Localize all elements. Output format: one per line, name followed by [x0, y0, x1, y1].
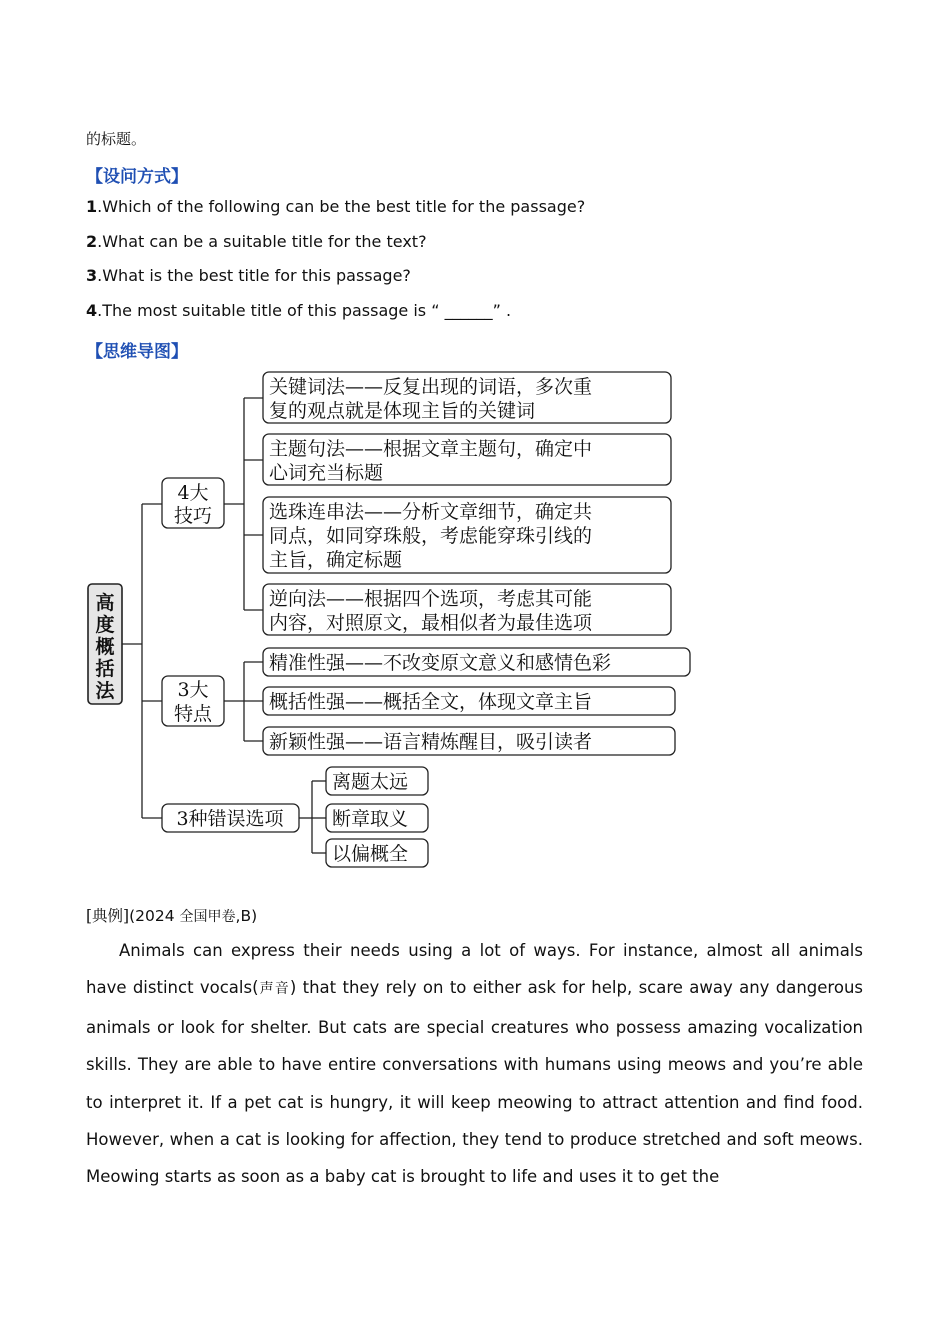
leaf-text: 关键词法——反复出现的词语，多次重	[269, 376, 593, 398]
question-text: .The most suitable title of this passage is “ ______” .	[97, 301, 512, 320]
question-4	[86, 301, 511, 320]
mindmap-branch-techniques	[162, 478, 224, 528]
leaf-text: 断章取义	[332, 808, 409, 830]
example-source-open: (2024	[129, 907, 180, 925]
leaf-text: 主题句法——根据文章主题句，确定中	[269, 438, 593, 460]
root-char: 括	[95, 658, 115, 680]
leaf-text: 选珠连串法——分析文章细节，确定共	[269, 501, 593, 523]
question-3	[86, 266, 411, 285]
example-source	[86, 904, 257, 926]
root-char: 度	[95, 614, 115, 636]
leaf-novelty	[263, 727, 675, 755]
leaf-text: 概括性强——概括全文，体现文章主旨	[269, 691, 593, 713]
root-char: 法	[95, 680, 115, 702]
example-tag: [典例]	[86, 907, 130, 925]
leaf-reverse-method	[263, 584, 671, 635]
leaf-out-of-context	[326, 804, 428, 832]
branch-label: 特点	[173, 703, 213, 725]
leaf-text: 新颖性强——语言精炼醒目，吸引读者	[269, 731, 593, 753]
leaf-bead-stringing-method	[263, 497, 671, 573]
passage-part1: Animals can express their needs using a lot of ways. For instance, almost all animals have distinct vocals(	[86, 941, 863, 998]
passage-paragraph	[86, 932, 863, 1196]
root-char: 概	[95, 636, 115, 658]
leaf-text: 精准性强——不改变原文意义和感情色彩	[269, 652, 612, 674]
question-1	[86, 197, 585, 216]
question-number: 4	[86, 301, 98, 320]
question-text: .What can be a suitable title for the text?	[97, 232, 427, 251]
leaf-text: 复的观点就是体现主旨的关键词	[269, 400, 536, 422]
branch-label: 技巧	[173, 505, 213, 527]
leaf-text: 离题太远	[332, 771, 409, 793]
section-heading-question-style: 【设问方式】	[86, 167, 188, 187]
question-number: 1	[86, 197, 98, 216]
leaf-text: 逆向法——根据四个选项，考虑其可能	[269, 588, 593, 610]
passage-part2: ) that they rely on to either ask for help, scare away any dangerous animals or look for shelter. But cats are special creatures who possess amazing vocalization skills. They are able to have entire conversations with humans using meows and you’re able to interpret it. If a pet cat is hungry, it will keep meowing to attract attention and find food. However, when a cat is looking for affection, they tend to produce stretched and soft meows. Meowing starts as soon as a baby cat is brought to life and uses it to get the	[86, 978, 864, 1187]
mindmap-branch-wrong-options	[162, 804, 299, 832]
mindmap-diagram	[80, 362, 700, 874]
mindmap-root	[88, 584, 122, 704]
question-2	[86, 232, 427, 251]
leaf-accuracy	[263, 648, 690, 676]
branch-label: 3大	[177, 679, 209, 701]
mindmap-branch-features	[162, 676, 224, 726]
branch-label: 3种错误选项	[176, 808, 284, 830]
leaf-text: 主旨，确定标题	[269, 549, 403, 571]
intro-tail-text: 的标题。	[86, 130, 147, 148]
leaf-topic-sentence-method	[263, 434, 671, 485]
example-source-cn: 全国甲卷	[179, 909, 236, 925]
leaf-text: 内容，对照原文，最相似者为最佳选项	[269, 612, 593, 634]
leaf-partial-for-whole	[326, 839, 428, 867]
question-number: 3	[86, 266, 98, 285]
section-heading-mindmap: 【思维导图】	[86, 342, 188, 362]
root-char: 高	[95, 592, 115, 614]
leaf-keyword-method	[263, 372, 671, 423]
leaf-generality	[263, 687, 675, 715]
leaf-text: 同点，如同穿珠般，考虑能穿珠引线的	[269, 525, 593, 547]
leaf-text: 以偏概全	[332, 843, 409, 865]
question-number: 2	[86, 232, 98, 251]
leaf-off-topic	[326, 767, 428, 795]
branch-label: 4大	[177, 482, 209, 504]
leaf-text: 心词充当标题	[269, 462, 384, 484]
question-text: .Which of the following can be the best title for the passage?	[97, 197, 586, 216]
passage-gloss: 声音	[258, 981, 290, 998]
question-text: .What is the best title for this passage?	[97, 266, 411, 285]
example-source-close: ,B)	[235, 907, 258, 925]
